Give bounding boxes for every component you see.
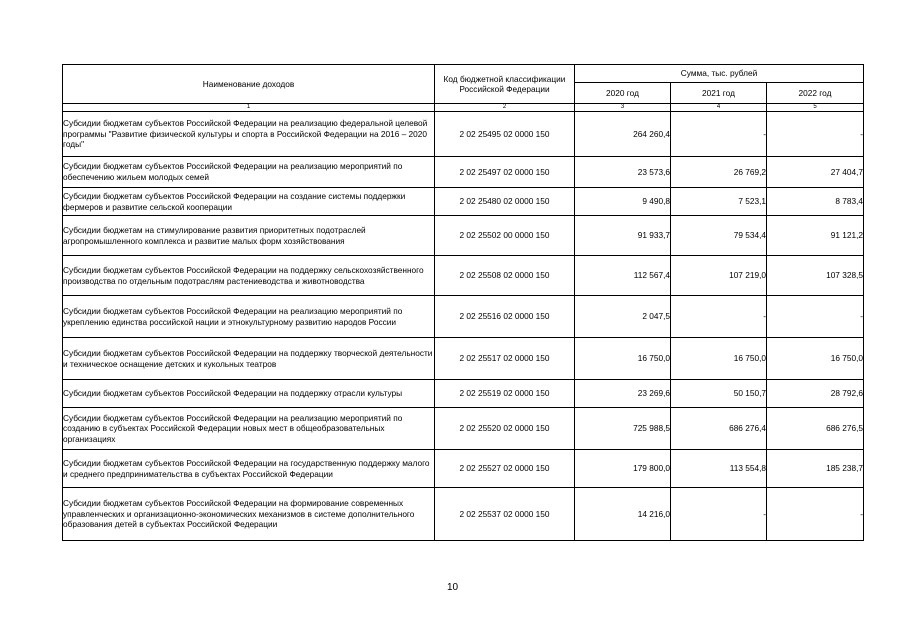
table-row (63, 296, 864, 338)
budget-code: 2 02 25508 02 0000 150 (435, 256, 575, 296)
amount-2022: 185 238,7 (767, 450, 864, 488)
column-number: 4 (671, 104, 767, 112)
budget-code: 2 02 25502 00 0000 150 (435, 216, 575, 256)
amount-2021: 107 219,0 (671, 256, 767, 296)
amount-2022: 107 328,5 (767, 256, 864, 296)
table-row (63, 408, 864, 450)
amount-2022: 91 121,2 (767, 216, 864, 256)
table-row (63, 216, 864, 256)
table-row (63, 256, 864, 296)
amount-2022: - (767, 488, 864, 541)
header-budget-code: Код бюджетной классификации Российской Федерации (435, 65, 575, 104)
column-number: 1 (63, 104, 435, 112)
amount-2020: 16 750,0 (575, 338, 671, 380)
table-row (63, 488, 864, 541)
header-revenue-name: Наименование доходов (63, 65, 435, 104)
revenue-name: Субсидии бюджетам на стимулирование развития приоритетных подотраслей агропромышленного комплекса и развитие малых форм хозяйствования (63, 216, 435, 256)
amount-2021: 7 523,1 (671, 188, 767, 216)
column-number: 3 (575, 104, 671, 112)
revenue-name: Субсидии бюджетам субъектов Российской Федерации на создание системы поддержки фермеров и развитие сельской кооперации (63, 188, 435, 216)
budget-code: 2 02 25516 02 0000 150 (435, 296, 575, 338)
amount-2022: - (767, 296, 864, 338)
budget-code: 2 02 25519 02 0000 150 (435, 380, 575, 408)
amount-2021: 686 276,4 (671, 408, 767, 450)
table-row (63, 157, 864, 188)
header-amount: Сумма, тыс. рублей (575, 65, 864, 83)
budget-code: 2 02 25495 02 0000 150 (435, 112, 575, 157)
revenue-name: Субсидии бюджетам субъектов Российской Федерации на поддержку сельскохозяйственного производства по отдельным подотраслям растениеводства и животноводства (63, 256, 435, 296)
revenue-name: Субсидии бюджетам субъектов Российской Федерации на поддержку творческой деятельности и техническое оснащение детских и кукольных театров (63, 338, 435, 380)
header-year-2021: 2021 год (671, 83, 767, 104)
revenue-name: Субсидии бюджетам субъектов Российской Федерации на реализацию мероприятий по созданию в субъектах Российской Федерации новых мест в общеобразовательных организациях (63, 408, 435, 450)
revenue-name: Субсидии бюджетам субъектов Российской Федерации на реализацию федеральной целевой программы "Развитие физической культуры и спорта в Российской Федерации на 2016 – 2020 годы" (63, 112, 435, 157)
amount-2022: 16 750,0 (767, 338, 864, 380)
amount-2020: 112 567,4 (575, 256, 671, 296)
amount-2022: 27 404,7 (767, 157, 864, 188)
amount-2021: - (671, 488, 767, 541)
amount-2022: 8 783,4 (767, 188, 864, 216)
amount-2021: 50 150,7 (671, 380, 767, 408)
budget-code: 2 02 25527 02 0000 150 (435, 450, 575, 488)
header-year-2022: 2022 год (767, 83, 864, 104)
amount-2021: 79 534,4 (671, 216, 767, 256)
table-row (63, 188, 864, 216)
table-row (63, 338, 864, 380)
table-row (63, 450, 864, 488)
column-number: 2 (435, 104, 575, 112)
amount-2020: 725 988,5 (575, 408, 671, 450)
header-year-2020: 2020 год (575, 83, 671, 104)
budget-code: 2 02 25480 02 0000 150 (435, 188, 575, 216)
amount-2020: 2 047,5 (575, 296, 671, 338)
amount-2020: 264 260,4 (575, 112, 671, 157)
budget-code: 2 02 25517 02 0000 150 (435, 338, 575, 380)
table-row (63, 112, 864, 157)
amount-2020: 9 490,8 (575, 188, 671, 216)
column-number: 5 (767, 104, 864, 112)
revenue-name: Субсидии бюджетам субъектов Российской Федерации на формирование современных управленческих и организационно-экономических механизмов в системе дополнительного образования детей в субъектах Российской Федерации (63, 488, 435, 541)
table-row (63, 380, 864, 408)
revenue-name: Субсидии бюджетам субъектов Российской Федерации на поддержку отрасли культуры (63, 380, 435, 408)
amount-2020: 179 800,0 (575, 450, 671, 488)
amount-2020: 14 216,0 (575, 488, 671, 541)
amount-2021: 26 769,2 (671, 157, 767, 188)
amount-2022: - (767, 112, 864, 157)
budget-code: 2 02 25537 02 0000 150 (435, 488, 575, 541)
amount-2021: 113 554,8 (671, 450, 767, 488)
revenue-name: Субсидии бюджетам субъектов Российской Федерации на реализацию мероприятий по укреплению единства российской нации и этнокультурному развитию народов России (63, 296, 435, 338)
budget-code: 2 02 25520 02 0000 150 (435, 408, 575, 450)
amount-2020: 23 269,6 (575, 380, 671, 408)
amount-2020: 91 933,7 (575, 216, 671, 256)
revenue-table (62, 64, 864, 541)
amount-2021: - (671, 112, 767, 157)
amount-2022: 686 276,5 (767, 408, 864, 450)
revenue-name: Субсидии бюджетам субъектов Российской Федерации на реализацию мероприятий по обеспечению жильем молодых семей (63, 157, 435, 188)
budget-code: 2 02 25497 02 0000 150 (435, 157, 575, 188)
amount-2020: 23 573,6 (575, 157, 671, 188)
page-number: 10 (446, 582, 459, 593)
column-number-row (63, 104, 864, 112)
amount-2021: 16 750,0 (671, 338, 767, 380)
amount-2021: - (671, 296, 767, 338)
amount-2022: 28 792,6 (767, 380, 864, 408)
revenue-name: Субсидии бюджетам субъектов Российской Федерации на государственную поддержку малого и среднего предпринимательства в субъектах Российской Федерации (63, 450, 435, 488)
